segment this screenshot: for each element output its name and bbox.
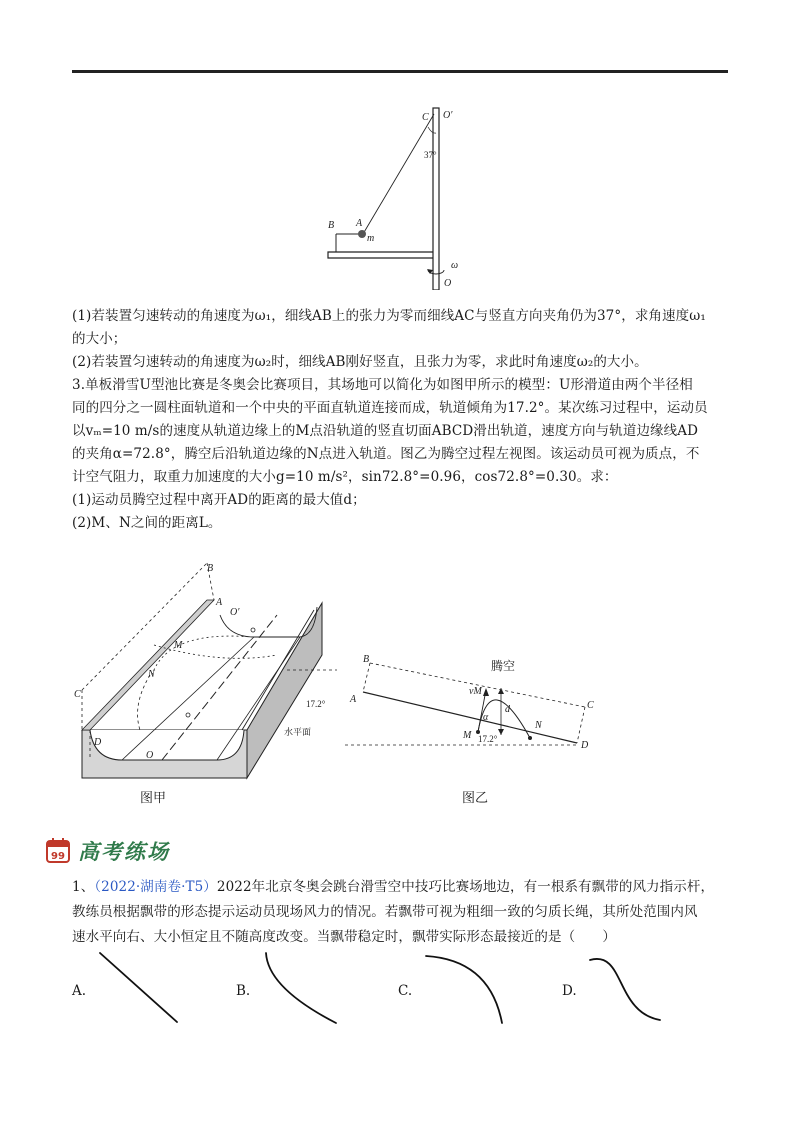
problem3-line-5: 计空气阻力，取重力加速度的大小g=10 m/s²，sin72.8°=0.96，cos72.8°=0.30。求： [72, 469, 618, 485]
problem3-line-7: (2)M、N之间的距离L。 [72, 515, 222, 531]
yi-label-c: C [587, 700, 594, 711]
jia-label-o: O [146, 750, 154, 761]
caption-jia: 图甲 [140, 791, 167, 806]
problem2-q1: (1)若装置匀速转动的角速度为ω₁，细线AB上的张力为零而细线AC与竖直方向夹角仍为37°，求角速度ω₁ [72, 308, 706, 324]
option-d-curve [585, 952, 675, 1032]
option-d-label: D. [562, 983, 577, 999]
caption-yi: 图乙 [462, 791, 489, 806]
problem2-q1-cont: 的大小； [72, 331, 127, 347]
jia-label-d: D [94, 737, 102, 748]
yi-label-alpha: α [483, 712, 489, 723]
question-1-line-3: 速水平向右、大小恒定且不随高度改变。当飘带稳定时，飘带实际形态最接近的是（ ） [72, 929, 616, 945]
option-c-label: C. [398, 983, 413, 999]
question-1-line-2: 教练员根据飘带的形态提示运动员现场风力的情况。若飘带可视为粗细一致的匀质长绳，其所处范围内风 [72, 904, 698, 920]
option-a-curve [95, 950, 185, 1030]
question-1-line-1 [72, 877, 714, 897]
section-title: 高考练场 [78, 840, 170, 864]
yi-label-d: D [581, 740, 589, 751]
label-o-prime: O′ [443, 110, 453, 121]
figure-yi-sideview [345, 650, 605, 760]
calendar-badge: 99 [51, 851, 65, 862]
jia-label-m: M [174, 640, 183, 651]
yi-label-tengkong: 腾空 [491, 659, 516, 673]
label-omega: ω [451, 260, 459, 271]
label-angle-37: 37° [424, 150, 437, 160]
option-c-curve [420, 950, 510, 1030]
header-rule [72, 70, 728, 73]
label-c: C [422, 112, 429, 123]
problem3-line-4: 的夹角α=72.8°，腾空后沿轨道边缘的N点进入轨道。图乙为腾空过程左视图。该运动员可视为质点，不 [72, 446, 700, 462]
yi-label-m: M [463, 730, 472, 741]
yi-label-a: A [350, 694, 357, 705]
question-stem-1: 2022年北京冬奥会跳台滑雪空中技巧比赛场地边，有一根系有飘带的风力指示杆， [216, 879, 715, 895]
jia-label-n: N [148, 669, 155, 680]
yi-label-b: B [363, 654, 370, 665]
problem3-line-3: 以vₘ=10 m/s的速度从轨道边缘上的M点沿轨道的竖直切面ABCD滑出轨道，速度方向与轨道边缘线AD [72, 423, 699, 439]
problem2-q2: (2)若装置匀速转动的角速度为ω₂时，细线AB刚好竖直，且张力为零，求此时角速度ω₂的大小。 [72, 354, 648, 370]
question-source: （2022·湖南卷·T5） [94, 879, 217, 895]
label-b: B [328, 220, 335, 231]
jia-label-a: A [216, 597, 223, 608]
label-m: m [367, 233, 375, 244]
calendar-icon [45, 836, 71, 864]
yi-label-d-dist: d [505, 704, 510, 715]
jia-label-o-prime: O′ [230, 607, 240, 618]
yi-label-vm: vM [469, 686, 482, 697]
figure-jia-halfpipe [72, 555, 342, 785]
option-b-curve [258, 948, 348, 1028]
jia-label-angle: 17.2° [306, 699, 326, 709]
figure-rotating-apparatus [320, 100, 480, 290]
yi-label-n: N [535, 720, 542, 731]
question-number: 1、 [72, 879, 95, 895]
jia-label-b: B [207, 563, 214, 574]
option-a-label: A. [72, 983, 87, 999]
problem3-line-6: (1)运动员腾空过程中离开AD的距离的最大值d； [72, 492, 366, 508]
jia-label-horizontal: 水平面 [284, 728, 312, 738]
problem3-line-1: 3.单板滑雪U型池比赛是冬奥会比赛项目，其场地可以简化为如图甲所示的模型：U形滑道由两个半径相 [72, 377, 693, 393]
label-a: A [356, 218, 363, 229]
option-b-label: B. [236, 983, 251, 999]
problem3-line-2: 同的四分之一圆柱面轨道和一个中央的平面直轨道连接而成，轨道倾角为17.2°。某次练习过程中，运动员 [72, 400, 708, 416]
yi-label-angle: 17.2° [478, 734, 498, 744]
label-o: O [444, 278, 452, 289]
jia-label-c: C [74, 689, 81, 700]
